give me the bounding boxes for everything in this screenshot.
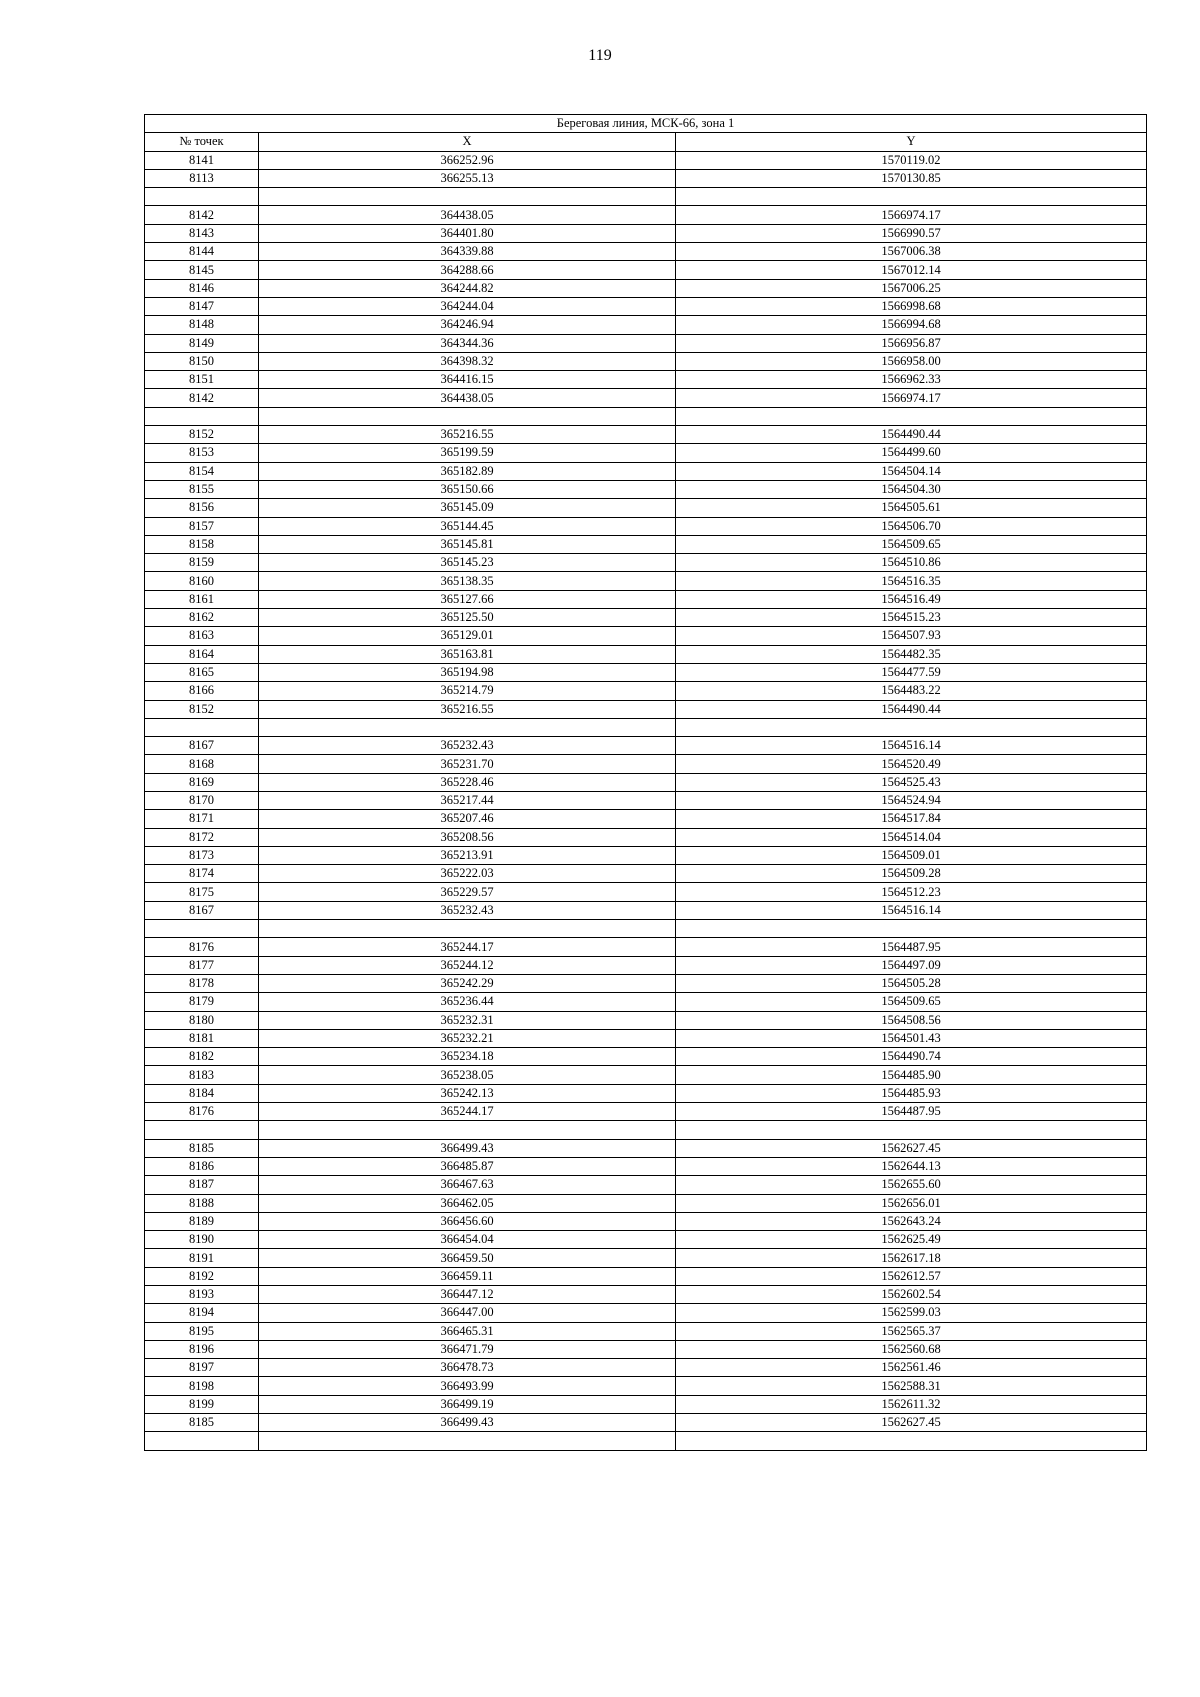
cell-point-number: 8145 (145, 261, 259, 279)
cell-x (259, 407, 676, 425)
table-row (145, 352, 1147, 370)
cell-point-number: 8153 (145, 444, 259, 462)
table-row (145, 426, 1147, 444)
cell-point-number: 8193 (145, 1286, 259, 1304)
cell-point-number: 8158 (145, 535, 259, 553)
table-row (145, 206, 1147, 224)
cell-x: 366465.31 (259, 1322, 676, 1340)
table-row (145, 1194, 1147, 1212)
table-row (145, 1267, 1147, 1285)
table-row (145, 169, 1147, 187)
table-row (145, 1377, 1147, 1395)
cell-y: 1564483.22 (676, 682, 1147, 700)
cell-y (676, 407, 1147, 425)
table-row (145, 663, 1147, 681)
cell-y: 1564525.43 (676, 773, 1147, 791)
cell-point-number: 8188 (145, 1194, 259, 1212)
cell-x: 364344.36 (259, 334, 676, 352)
cell-x: 365145.09 (259, 499, 676, 517)
cell-x: 365232.43 (259, 737, 676, 755)
cell-y: 1562644.13 (676, 1157, 1147, 1175)
cell-x: 365214.79 (259, 682, 676, 700)
cell-x: 365213.91 (259, 846, 676, 864)
cell-point-number: 8172 (145, 828, 259, 846)
cell-x: 364398.32 (259, 352, 676, 370)
table-row (145, 627, 1147, 645)
cell-y (676, 188, 1147, 206)
cell-x: 365222.03 (259, 865, 676, 883)
table-row (145, 993, 1147, 1011)
cell-y: 1564497.09 (676, 956, 1147, 974)
cell-y: 1564524.94 (676, 791, 1147, 809)
cell-x: 366471.79 (259, 1340, 676, 1358)
cell-x: 365244.17 (259, 1103, 676, 1121)
table-row (145, 261, 1147, 279)
cell-point-number: 8159 (145, 554, 259, 572)
cell-x: 364244.04 (259, 297, 676, 315)
column-header-x: X (259, 133, 676, 151)
cell-y: 1564509.28 (676, 865, 1147, 883)
cell-point-number: 8181 (145, 1029, 259, 1047)
cell-x: 366499.43 (259, 1139, 676, 1157)
cell-y: 1564517.84 (676, 810, 1147, 828)
cell-x: 366499.43 (259, 1414, 676, 1432)
cell-point-number (145, 1121, 259, 1139)
table-row (145, 901, 1147, 919)
table-title: Береговая линия, МСК-66, зона 1 (145, 115, 1147, 133)
table-row (145, 1011, 1147, 1029)
table-row (145, 188, 1147, 206)
cell-point-number: 8177 (145, 956, 259, 974)
cell-point-number: 8166 (145, 682, 259, 700)
cell-y: 1562602.54 (676, 1286, 1147, 1304)
cell-point-number: 8192 (145, 1267, 259, 1285)
table-header-row (145, 133, 1147, 151)
cell-point-number: 8152 (145, 700, 259, 718)
table-row (145, 224, 1147, 242)
cell-x: 364339.88 (259, 243, 676, 261)
table-row (145, 1231, 1147, 1249)
table-row (145, 316, 1147, 334)
cell-x: 365182.89 (259, 462, 676, 480)
cell-point-number: 8157 (145, 517, 259, 535)
cell-y: 1564509.65 (676, 535, 1147, 553)
cell-y: 1564482.35 (676, 645, 1147, 663)
table-row (145, 810, 1147, 828)
cell-y: 1567012.14 (676, 261, 1147, 279)
cell-point-number: 8199 (145, 1395, 259, 1413)
cell-y: 1562561.46 (676, 1359, 1147, 1377)
cell-y: 1570130.85 (676, 169, 1147, 187)
cell-point-number: 8176 (145, 1103, 259, 1121)
cell-y: 1564508.56 (676, 1011, 1147, 1029)
cell-point-number: 8168 (145, 755, 259, 773)
cell-y: 1564512.23 (676, 883, 1147, 901)
cell-point-number: 8178 (145, 974, 259, 992)
cell-point-number: 8185 (145, 1139, 259, 1157)
cell-y: 1564514.04 (676, 828, 1147, 846)
table-body (145, 151, 1147, 1450)
table-row (145, 334, 1147, 352)
cell-x: 365229.57 (259, 883, 676, 901)
table-row (145, 883, 1147, 901)
cell-point-number: 8142 (145, 389, 259, 407)
table-row (145, 956, 1147, 974)
cell-y: 1564520.49 (676, 755, 1147, 773)
cell-point-number: 8174 (145, 865, 259, 883)
cell-point-number: 8165 (145, 663, 259, 681)
cell-x: 365129.01 (259, 627, 676, 645)
cell-y: 1570119.02 (676, 151, 1147, 169)
cell-point-number: 8184 (145, 1084, 259, 1102)
table-row (145, 462, 1147, 480)
cell-x: 365244.17 (259, 938, 676, 956)
cell-point-number (145, 407, 259, 425)
cell-x: 365232.21 (259, 1029, 676, 1047)
cell-x: 365145.81 (259, 535, 676, 553)
cell-y: 1564507.93 (676, 627, 1147, 645)
cell-point-number: 8149 (145, 334, 259, 352)
cell-x: 365145.23 (259, 554, 676, 572)
cell-x: 365144.45 (259, 517, 676, 535)
table-row (145, 700, 1147, 718)
cell-point-number: 8194 (145, 1304, 259, 1322)
cell-x: 366255.13 (259, 169, 676, 187)
cell-x (259, 920, 676, 938)
cell-point-number: 8170 (145, 791, 259, 809)
cell-point-number: 8148 (145, 316, 259, 334)
cell-point-number: 8161 (145, 590, 259, 608)
cell-y: 1564477.59 (676, 663, 1147, 681)
table-row (145, 1157, 1147, 1175)
cell-y: 1562611.32 (676, 1395, 1147, 1413)
cell-x: 365242.13 (259, 1084, 676, 1102)
cell-point-number: 8155 (145, 480, 259, 498)
cell-x: 366454.04 (259, 1231, 676, 1249)
cell-y: 1564487.95 (676, 938, 1147, 956)
cell-point-number: 8141 (145, 151, 259, 169)
cell-x: 364416.15 (259, 371, 676, 389)
cell-y: 1562560.68 (676, 1340, 1147, 1358)
table-row (145, 1395, 1147, 1413)
table-row (145, 407, 1147, 425)
cell-x: 366462.05 (259, 1194, 676, 1212)
cell-y: 1564510.86 (676, 554, 1147, 572)
cell-y: 1562656.01 (676, 1194, 1147, 1212)
cell-x: 366447.12 (259, 1286, 676, 1304)
table-row (145, 791, 1147, 809)
column-header-point-number: № точек (145, 133, 259, 151)
cell-x: 365217.44 (259, 791, 676, 809)
cell-y: 1564509.01 (676, 846, 1147, 864)
cell-point-number: 8195 (145, 1322, 259, 1340)
cell-x: 365207.46 (259, 810, 676, 828)
table-row (145, 1029, 1147, 1047)
cell-point-number: 8164 (145, 645, 259, 663)
cell-x: 365199.59 (259, 444, 676, 462)
page-number: 119 (588, 47, 612, 64)
cell-y: 1564485.93 (676, 1084, 1147, 1102)
cell-point-number: 8150 (145, 352, 259, 370)
table-row (145, 1084, 1147, 1102)
cell-y (676, 718, 1147, 736)
table-row (145, 1249, 1147, 1267)
cell-x (259, 1432, 676, 1450)
table-row (145, 499, 1147, 517)
cell-point-number: 8144 (145, 243, 259, 261)
cell-point-number: 8186 (145, 1157, 259, 1175)
cell-y: 1564490.44 (676, 426, 1147, 444)
cell-y: 1564504.30 (676, 480, 1147, 498)
coordinates-table (144, 114, 1147, 1451)
cell-x: 364246.94 (259, 316, 676, 334)
table-row (145, 609, 1147, 627)
table-row (145, 371, 1147, 389)
table-row (145, 1304, 1147, 1322)
cell-x: 365138.35 (259, 572, 676, 590)
cell-y: 1562627.45 (676, 1414, 1147, 1432)
cell-point-number: 8147 (145, 297, 259, 315)
cell-y: 1566998.68 (676, 297, 1147, 315)
table-row (145, 645, 1147, 663)
cell-x: 366456.60 (259, 1212, 676, 1230)
cell-y: 1564485.90 (676, 1066, 1147, 1084)
cell-point-number: 8187 (145, 1176, 259, 1194)
cell-x: 365216.55 (259, 700, 676, 718)
cell-point-number: 8183 (145, 1066, 259, 1084)
table-row (145, 1340, 1147, 1358)
table-row (145, 279, 1147, 297)
cell-point-number: 8167 (145, 901, 259, 919)
cell-point-number: 8185 (145, 1414, 259, 1432)
cell-x: 365232.43 (259, 901, 676, 919)
cell-y: 1564490.44 (676, 700, 1147, 718)
cell-y: 1567006.25 (676, 279, 1147, 297)
cell-point-number (145, 718, 259, 736)
cell-y: 1564505.61 (676, 499, 1147, 517)
cell-point-number (145, 920, 259, 938)
table-row (145, 243, 1147, 261)
cell-y: 1562625.49 (676, 1231, 1147, 1249)
table-row (145, 1066, 1147, 1084)
cell-y (676, 920, 1147, 938)
cell-y: 1564506.70 (676, 517, 1147, 535)
cell-x: 365208.56 (259, 828, 676, 846)
cell-y: 1566994.68 (676, 316, 1147, 334)
table-row (145, 554, 1147, 572)
table-row (145, 974, 1147, 992)
cell-point-number: 8163 (145, 627, 259, 645)
cell-x: 364401.80 (259, 224, 676, 242)
cell-x (259, 188, 676, 206)
cell-y: 1564499.60 (676, 444, 1147, 462)
cell-point-number: 8176 (145, 938, 259, 956)
cell-x: 365216.55 (259, 426, 676, 444)
table-row (145, 1322, 1147, 1340)
cell-point-number: 8162 (145, 609, 259, 627)
cell-x: 366459.11 (259, 1267, 676, 1285)
cell-y: 1566974.17 (676, 389, 1147, 407)
cell-y: 1564516.14 (676, 737, 1147, 755)
cell-point-number: 8154 (145, 462, 259, 480)
cell-y: 1564509.65 (676, 993, 1147, 1011)
cell-y: 1562627.45 (676, 1139, 1147, 1157)
cell-x: 365150.66 (259, 480, 676, 498)
cell-x: 366485.87 (259, 1157, 676, 1175)
table-row (145, 1432, 1147, 1450)
cell-point-number: 8152 (145, 426, 259, 444)
table-row (145, 920, 1147, 938)
table-row (145, 865, 1147, 883)
cell-y: 1564501.43 (676, 1029, 1147, 1047)
cell-point-number: 8190 (145, 1231, 259, 1249)
cell-point-number: 8196 (145, 1340, 259, 1358)
cell-y: 1564505.28 (676, 974, 1147, 992)
cell-x: 366467.63 (259, 1176, 676, 1194)
cell-point-number: 8175 (145, 883, 259, 901)
table-title-row (145, 115, 1147, 133)
cell-x: 364288.66 (259, 261, 676, 279)
table-row (145, 297, 1147, 315)
table-row (145, 828, 1147, 846)
cell-point-number: 8191 (145, 1249, 259, 1267)
table-row (145, 1103, 1147, 1121)
cell-y: 1566990.57 (676, 224, 1147, 242)
cell-y: 1562588.31 (676, 1377, 1147, 1395)
cell-x (259, 718, 676, 736)
cell-point-number: 8142 (145, 206, 259, 224)
cell-x: 364438.05 (259, 389, 676, 407)
cell-x: 365238.05 (259, 1066, 676, 1084)
cell-x: 366499.19 (259, 1395, 676, 1413)
cell-point-number: 8180 (145, 1011, 259, 1029)
cell-point-number: 8173 (145, 846, 259, 864)
cell-x: 365163.81 (259, 645, 676, 663)
cell-point-number: 8189 (145, 1212, 259, 1230)
cell-x: 365242.29 (259, 974, 676, 992)
cell-y (676, 1432, 1147, 1450)
cell-y: 1562655.60 (676, 1176, 1147, 1194)
cell-y: 1566958.00 (676, 352, 1147, 370)
cell-x: 365127.66 (259, 590, 676, 608)
cell-x (259, 1121, 676, 1139)
table-row (145, 773, 1147, 791)
cell-x: 365234.18 (259, 1048, 676, 1066)
cell-y: 1564504.14 (676, 462, 1147, 480)
table-row (145, 1286, 1147, 1304)
cell-x: 364438.05 (259, 206, 676, 224)
cell-point-number: 8146 (145, 279, 259, 297)
table-row (145, 938, 1147, 956)
table-row (145, 444, 1147, 462)
cell-x: 365244.12 (259, 956, 676, 974)
table-row (145, 1359, 1147, 1377)
cell-x: 366459.50 (259, 1249, 676, 1267)
cell-x: 366252.96 (259, 151, 676, 169)
cell-point-number: 8171 (145, 810, 259, 828)
cell-point-number (145, 188, 259, 206)
cell-y: 1562612.57 (676, 1267, 1147, 1285)
table-row (145, 572, 1147, 590)
cell-x: 364244.82 (259, 279, 676, 297)
cell-y: 1564516.49 (676, 590, 1147, 608)
column-header-y: Y (676, 133, 1147, 151)
cell-x: 365231.70 (259, 755, 676, 773)
table-row (145, 846, 1147, 864)
table-row (145, 389, 1147, 407)
table-row (145, 737, 1147, 755)
table-row (145, 151, 1147, 169)
cell-point-number: 8167 (145, 737, 259, 755)
cell-x: 366493.99 (259, 1377, 676, 1395)
table-row (145, 480, 1147, 498)
cell-y (676, 1121, 1147, 1139)
cell-y: 1564516.35 (676, 572, 1147, 590)
cell-x: 366447.00 (259, 1304, 676, 1322)
cell-x: 365232.31 (259, 1011, 676, 1029)
cell-y: 1566974.17 (676, 206, 1147, 224)
cell-x: 365125.50 (259, 609, 676, 627)
cell-point-number: 8113 (145, 169, 259, 187)
table-row (145, 590, 1147, 608)
cell-y: 1562643.24 (676, 1212, 1147, 1230)
cell-y: 1562599.03 (676, 1304, 1147, 1322)
cell-y: 1564516.14 (676, 901, 1147, 919)
table-row (145, 755, 1147, 773)
cell-point-number: 8179 (145, 993, 259, 1011)
cell-x: 366478.73 (259, 1359, 676, 1377)
cell-y: 1567006.38 (676, 243, 1147, 261)
cell-x: 365194.98 (259, 663, 676, 681)
cell-point-number (145, 1432, 259, 1450)
table-row (145, 682, 1147, 700)
cell-point-number: 8143 (145, 224, 259, 242)
cell-y: 1566956.87 (676, 334, 1147, 352)
table-row (145, 718, 1147, 736)
cell-y: 1562617.18 (676, 1249, 1147, 1267)
table-row (145, 1212, 1147, 1230)
cell-point-number: 8197 (145, 1359, 259, 1377)
table-row (145, 1121, 1147, 1139)
cell-y: 1564487.95 (676, 1103, 1147, 1121)
cell-point-number: 8151 (145, 371, 259, 389)
cell-y: 1564490.74 (676, 1048, 1147, 1066)
cell-y: 1562565.37 (676, 1322, 1147, 1340)
table-row (145, 1048, 1147, 1066)
cell-point-number: 8160 (145, 572, 259, 590)
cell-point-number: 8156 (145, 499, 259, 517)
table-row (145, 1176, 1147, 1194)
table-row (145, 517, 1147, 535)
table-row (145, 535, 1147, 553)
table-row (145, 1139, 1147, 1157)
cell-y: 1564515.23 (676, 609, 1147, 627)
cell-point-number: 8198 (145, 1377, 259, 1395)
cell-point-number: 8182 (145, 1048, 259, 1066)
cell-x: 365236.44 (259, 993, 676, 1011)
table-row (145, 1414, 1147, 1432)
cell-point-number: 8169 (145, 773, 259, 791)
cell-y: 1566962.33 (676, 371, 1147, 389)
cell-x: 365228.46 (259, 773, 676, 791)
